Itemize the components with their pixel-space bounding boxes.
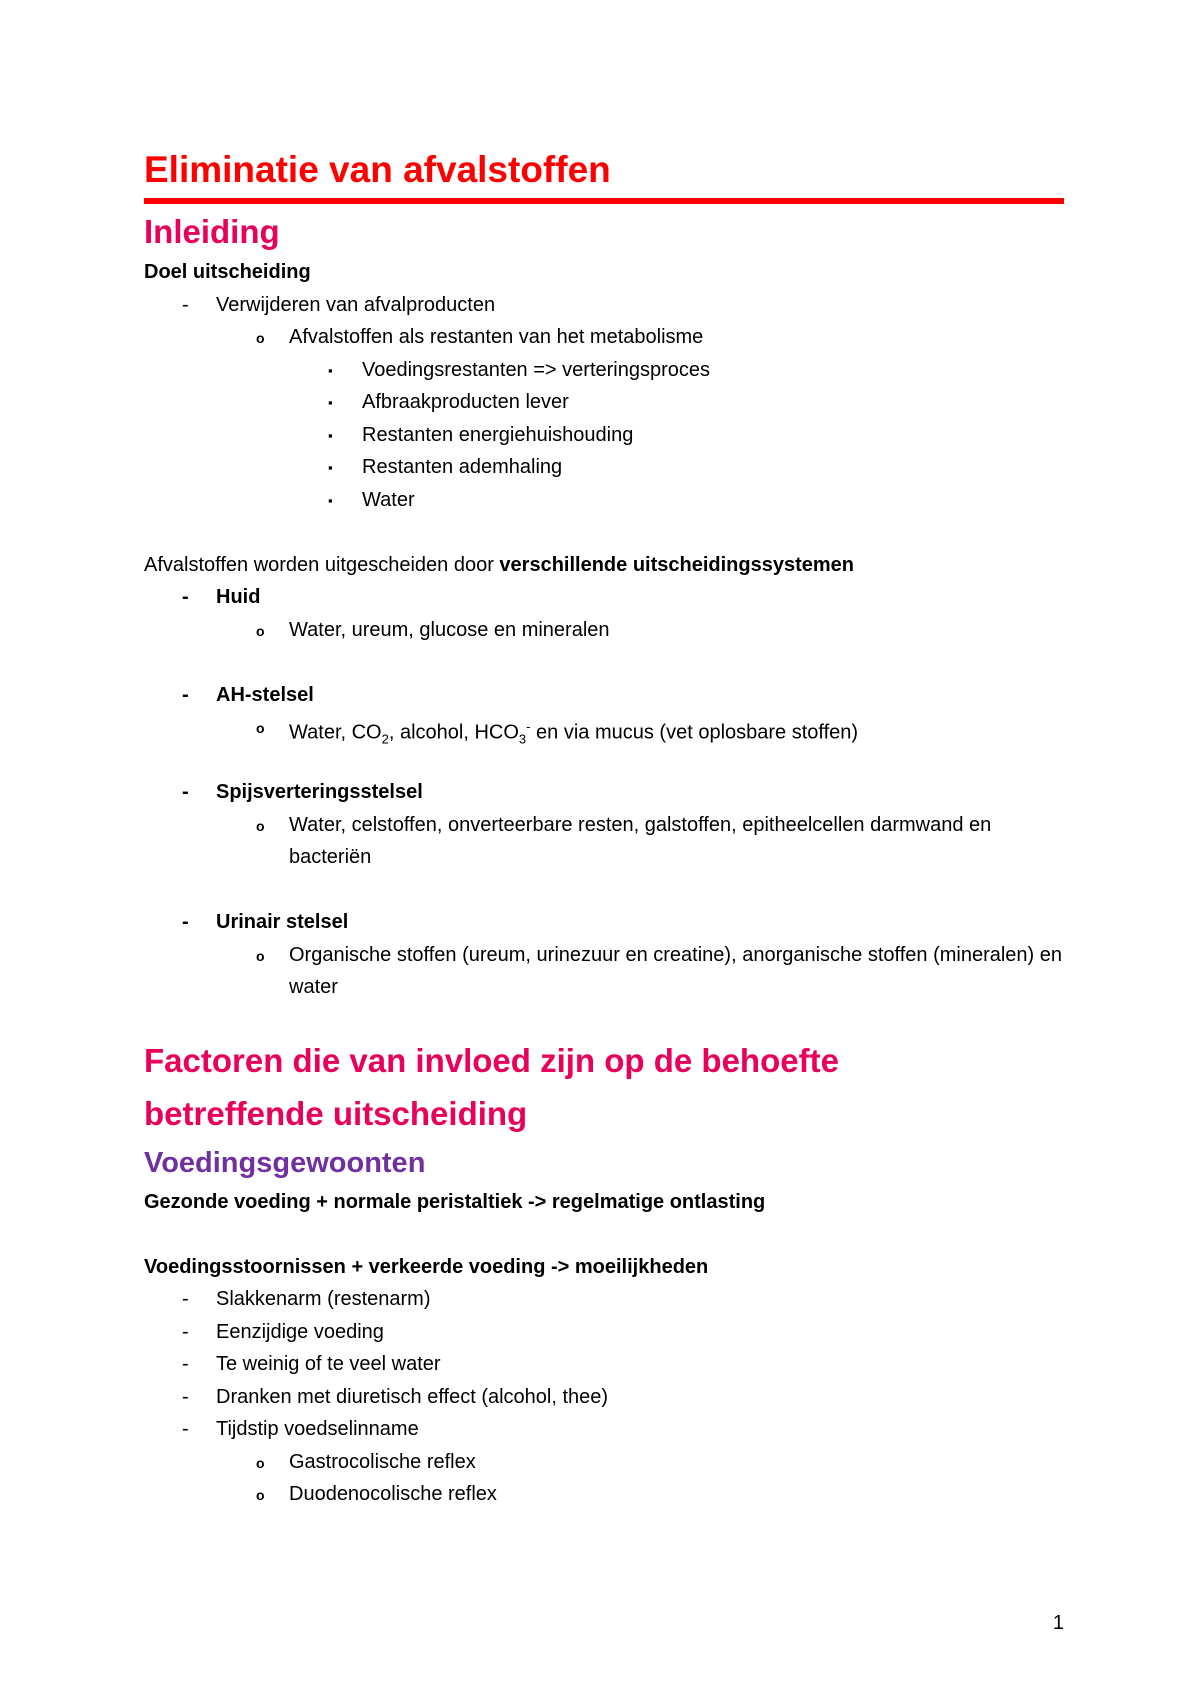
statement-line: Voedingsstoornissen + verkeerde voeding -> moeilijkheden	[144, 1255, 709, 1278]
system-urinair: - Urinair stelsel	[182, 911, 349, 933]
page-title: Eliminatie van afvalstoffen	[144, 149, 611, 190]
statement-line: Gezonde voeding + normale peristaltiek -> regelmatige ontlasting	[144, 1190, 766, 1213]
system-detail: o Water, ureum, glucose en mineralen	[256, 618, 610, 641]
system-detail: o Water, $CO_2$, alcohol, $HCO_3^-$ en via mucus (vet oplosbare stoffen)	[256, 719, 859, 747]
page-content	[144, 144, 1064, 1511]
list-item: - Dranken met diuretisch effect (alcohol, thee)	[182, 1385, 609, 1408]
list-subsubitem: ▪ Water	[328, 488, 415, 511]
list-subitem: o Gastrocolische reflex	[256, 1450, 476, 1473]
page-number: 1	[1052, 1612, 1064, 1634]
list-subitem: o Duodenocolische reflex	[256, 1483, 497, 1505]
system-huid: - Huid	[182, 586, 261, 608]
list-subsubitem: ▪ Afbraakproducten lever	[328, 391, 569, 413]
doel-label: Doel uitscheiding	[144, 261, 311, 283]
system-detail: o Water, celstoffen, onverteerbare resten, galstoffen, epitheelcellen darmwand en bacteriën	[256, 813, 992, 868]
list-subsubitem: ▪ Voedingsrestanten => verteringsproces	[328, 358, 710, 381]
list-subitem: o Afvalstoffen als restanten van het metabolisme	[256, 326, 704, 348]
system-detail: o Organische stoffen (ureum, urinezuur en creatine), anorganische stoffen (mineralen) en water	[256, 943, 1063, 998]
heading-voedingsgewoonten: Voedingsgewoonten	[144, 1146, 426, 1179]
heading-factoren: Factoren die van invloed zijn op de behoefte betreffende uitscheiding	[144, 1041, 839, 1132]
list-item: - Tijdstip voedselinname	[182, 1418, 419, 1440]
system-spijsvertering: - Spijsverteringsstelsel	[182, 781, 423, 803]
heading-inleiding: Inleiding	[144, 213, 280, 250]
list-item: - Verwijderen van afvalproducten	[182, 293, 496, 316]
list-item: - Slakkenarm (restenarm)	[182, 1288, 431, 1310]
title-underline	[144, 198, 1064, 204]
list-subsubitem: ▪ Restanten ademhaling	[328, 456, 563, 478]
list-item: - Eenzijdige voeding	[182, 1320, 384, 1343]
list-subsubitem: ▪ Restanten energiehuishouding	[328, 423, 634, 446]
list-item: - Te weinig of te veel water	[182, 1353, 441, 1375]
systems-intro: Afvalstoffen worden uitgescheiden door verschillende uitscheidingssystemen	[144, 553, 855, 576]
system-ah-stelsel: - AH-stelsel	[182, 683, 314, 706]
